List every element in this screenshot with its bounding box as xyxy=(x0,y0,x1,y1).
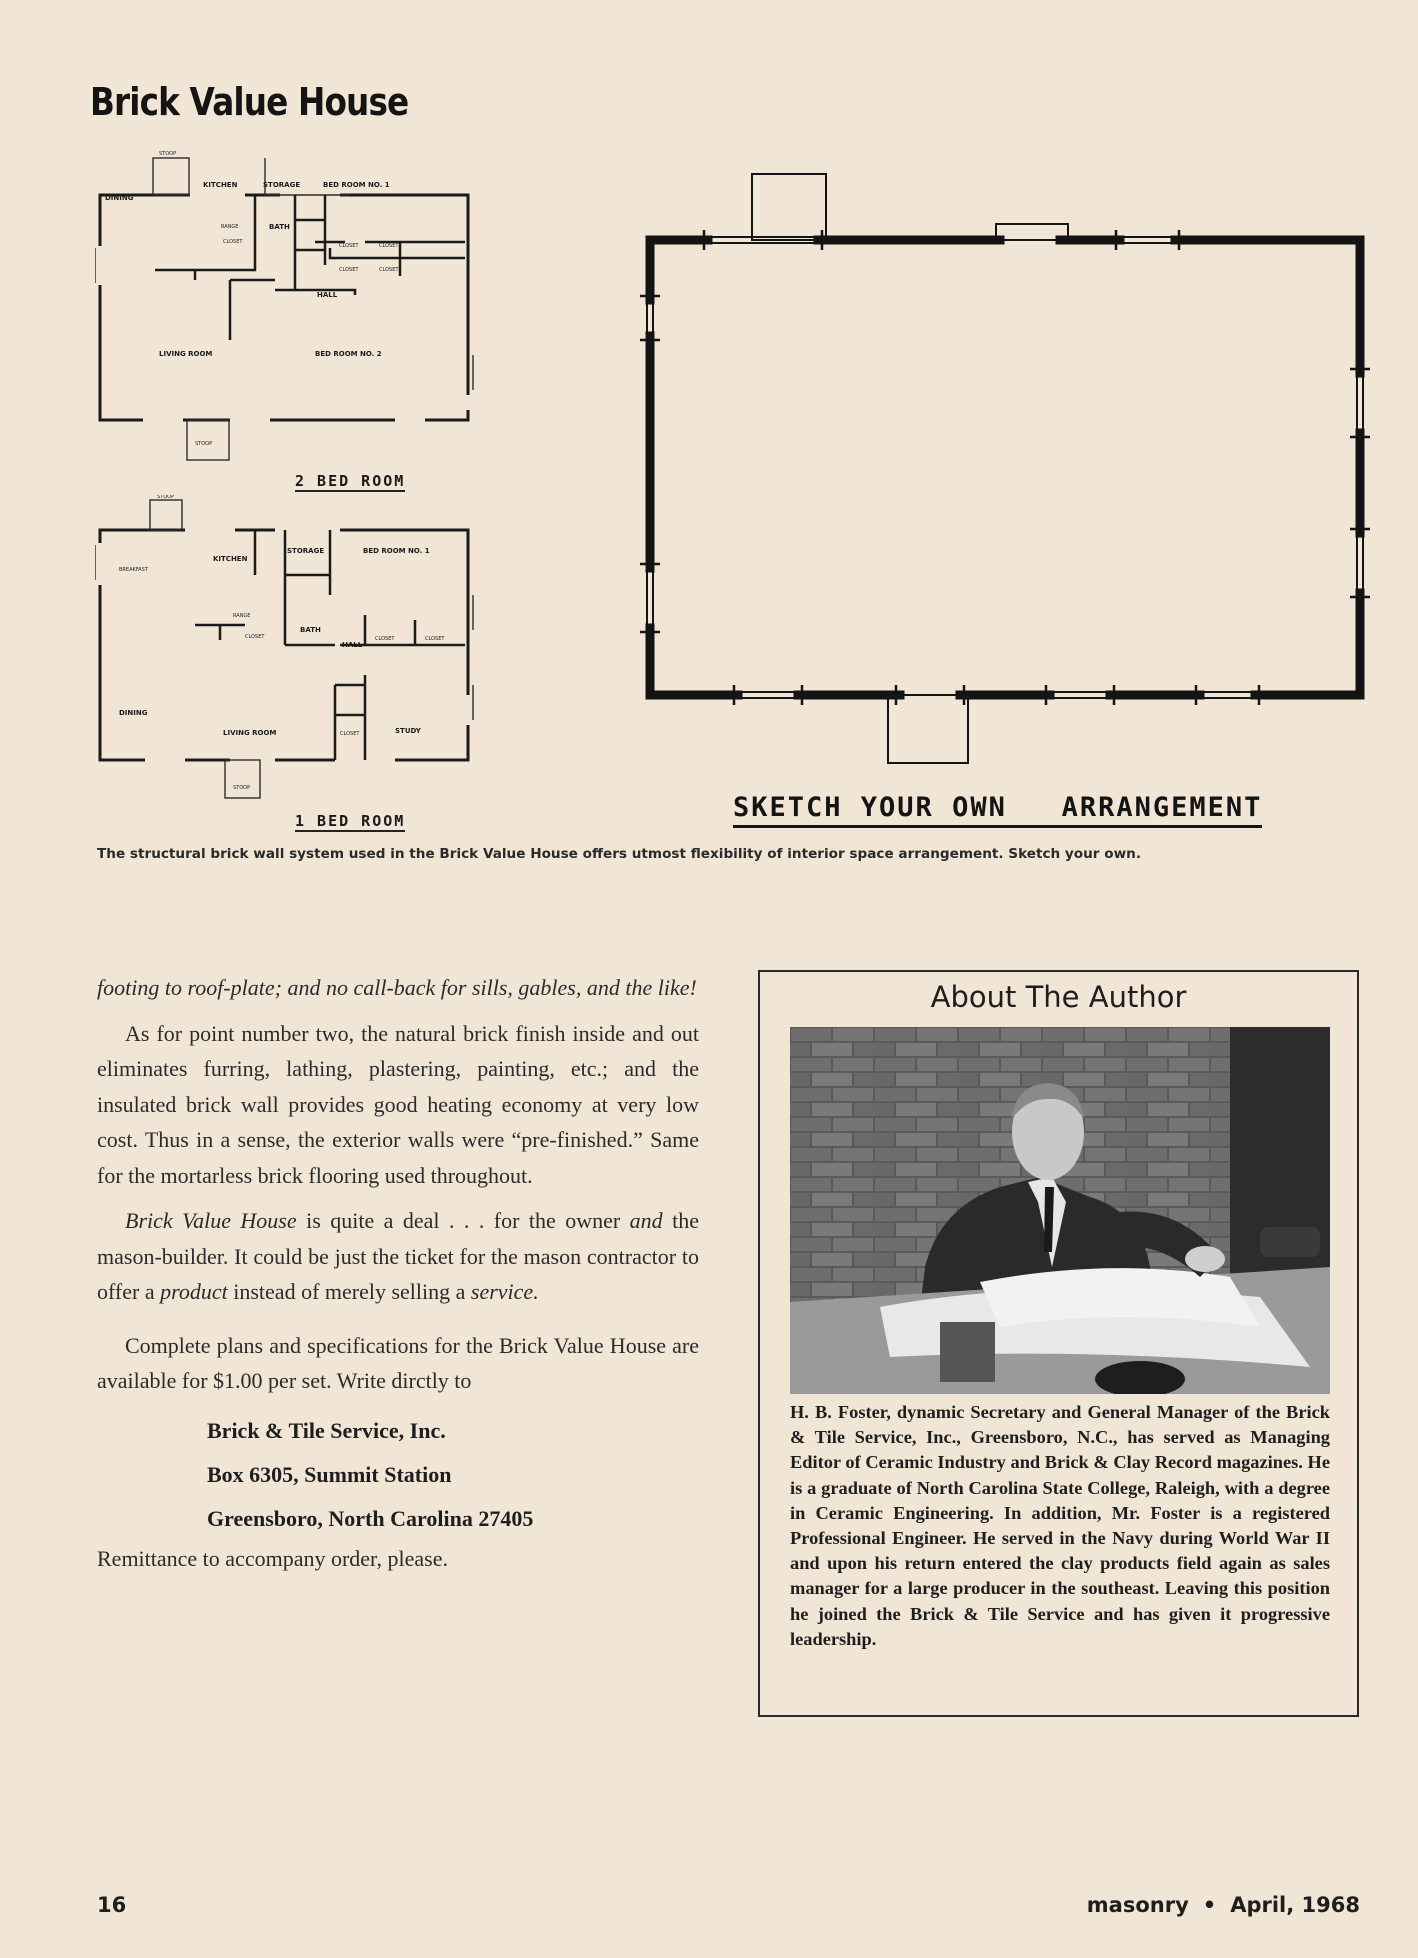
room-label: STOOP xyxy=(159,151,177,157)
room-label: BATH xyxy=(300,626,321,634)
text-run: instead of merely selling a xyxy=(227,1279,471,1304)
plan-label-2-bed: 2 BED ROOM xyxy=(295,472,406,490)
room-label: BED ROOM NO. 1 xyxy=(363,547,430,555)
floor-plan-1-bed xyxy=(95,495,480,815)
page-number: 16 xyxy=(97,1893,127,1917)
issue-date: April, 1968 xyxy=(1230,1893,1360,1917)
paragraph: Complete plans and specifications for the Brick Value House are available for $1.00 per set. Write dirctly to xyxy=(97,1332,699,1393)
room-label: BATH xyxy=(269,223,290,231)
sketch-frame xyxy=(640,168,1370,778)
room-label: KITCHEN xyxy=(213,555,248,563)
paragraph xyxy=(97,1203,699,1310)
room-label: CLOSET xyxy=(339,267,359,273)
emphasis: and xyxy=(629,1208,663,1233)
lead-in-text: footing to roof-plate; and no call-back for sills, gables, and the like! xyxy=(97,975,697,1000)
room-label: RANGE xyxy=(233,613,251,619)
room-label: STORAGE xyxy=(287,547,325,555)
room-label: DINING xyxy=(119,709,148,717)
room-label: DINING xyxy=(105,194,134,202)
figure-caption: The structural brick wall system used in the Brick Value House offers utmost flexibility of interior space arrangement. Sketch your own. xyxy=(97,846,1141,862)
address-line: Brick & Tile Service, Inc. xyxy=(207,1417,446,1443)
address-line: Box 6305, Summit Station xyxy=(207,1461,452,1487)
room-label: BED ROOM NO. 1 xyxy=(323,181,390,189)
room-label: STOOP xyxy=(233,785,251,791)
floor-plan-2-bed xyxy=(95,150,480,470)
room-label: BED ROOM NO. 2 xyxy=(315,350,382,358)
publication-name: masonry xyxy=(1086,1893,1189,1917)
room-label: CLOSET xyxy=(379,243,399,249)
text-run: is quite a deal . . . for the owner xyxy=(296,1208,630,1233)
room-label: CLOSET xyxy=(340,731,360,737)
emphasis: service. xyxy=(470,1279,539,1304)
room-label: LIVING ROOM xyxy=(159,350,213,358)
paragraph: As for point number two, the natural brick finish inside and out eliminates furring, lathing, plastering, painting, etc.; and the insulated brick wall provides good heating economy at very low cost. Thus in a sense, the exterior walls were “pre-finished.” Same for the mortarless brick flooring used throughout. xyxy=(97,1020,699,1188)
room-label: CLOSET xyxy=(223,239,243,245)
emphasis: product xyxy=(160,1279,228,1304)
lead-in-paragraph xyxy=(97,970,699,1006)
author-photo xyxy=(790,1027,1330,1394)
room-label: KITCHEN xyxy=(203,181,238,189)
author-box-title: About The Author xyxy=(930,980,1187,1014)
separator: • xyxy=(1202,1893,1217,1917)
room-label: RANGE xyxy=(221,224,239,230)
text-run: the mason-builder. It could be just the ticket for the mason contractor to offer a xyxy=(97,1208,699,1304)
sketch-title: SKETCH YOUR OWN ARRANGEMENT xyxy=(733,792,1262,828)
article-body xyxy=(97,970,699,1586)
closing-line: Remittance to accompany order, please. xyxy=(97,1545,448,1571)
room-label: CLOSET xyxy=(425,636,445,642)
room-label: BREAKFAST xyxy=(119,567,148,573)
plan-label-1-bed: 1 BED ROOM xyxy=(295,812,406,830)
room-label: STOOP xyxy=(195,441,213,447)
room-label: HALL xyxy=(342,641,363,649)
room-label: STOOP xyxy=(157,495,175,500)
running-footer xyxy=(1087,1893,1360,1917)
address-line: Greensboro, North Carolina 27405 xyxy=(207,1505,534,1531)
room-label: CLOSET xyxy=(379,267,399,273)
room-label: CLOSET xyxy=(375,636,395,642)
page-heading: Brick Value House xyxy=(90,80,409,124)
room-label: STORAGE xyxy=(263,181,301,189)
emphasis: Brick Value House xyxy=(125,1208,297,1233)
room-label: CLOSET xyxy=(339,243,359,249)
author-bio: H. B. Foster, dynamic Secretary and General Manager of the Brick & Tile Service, Inc., Greensboro, N.C., has served as Managing Editor of Ceramic Industry and Brick & Clay Record magazines. He is a graduate of North Carolina State College, Raleigh, with a degree in Ceramic Engineering. In addition, Mr. Foster is a registered Professional Engineer. He served in the Navy during World War II and upon his return entered the clay products field again as sales manager for a large producer in the southeast. Leaving this position he joined the Brick & Tile Service and has given it progressive leadership. xyxy=(790,1402,1330,1649)
room-label: LIVING ROOM xyxy=(223,729,277,737)
room-label: STUDY xyxy=(395,727,421,735)
room-label: HALL xyxy=(317,291,338,299)
room-label: CLOSET xyxy=(245,634,265,640)
